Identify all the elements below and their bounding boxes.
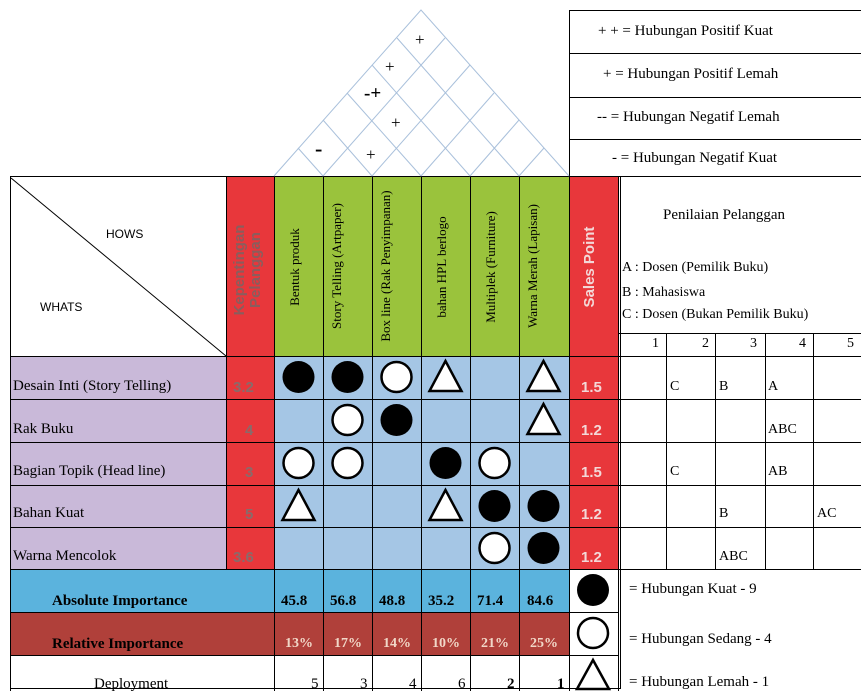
absolute-1: 45.8: [281, 593, 308, 609]
absolute-5: 71.4: [477, 593, 504, 609]
sales-point-header: Sales Point: [581, 226, 598, 308]
absolute-label: Absolute Importance: [52, 593, 188, 609]
score-r3-c2: C: [670, 464, 680, 479]
relative-1: 13%: [285, 636, 313, 651]
how-col-4: bahan HPL berlogo: [434, 216, 449, 318]
score-r3-c4: AB: [768, 464, 788, 479]
absolute-4: 35.2: [428, 593, 455, 609]
penilaian-b: B : Mahasiswa: [622, 285, 706, 300]
sales-point-5: 1.2: [581, 549, 602, 566]
legend-positif-kuat: + + = Hubungan Positif Kuat: [598, 23, 773, 39]
relative-6: 25%: [530, 636, 558, 651]
score-r1-c4: A: [768, 379, 779, 394]
kepentingan-2: 4: [245, 422, 254, 439]
what-row-1: Desain Inti (Story Telling): [13, 378, 172, 394]
scale-5: 5: [847, 336, 854, 351]
kepentingan-header: Kepentingan Pelanggan: [231, 224, 264, 316]
what-row-4: Bahan Kuat: [13, 505, 85, 521]
how-col-2: Story Telling (Artpaper): [329, 203, 344, 329]
kepentingan-4: 5: [245, 506, 254, 523]
score-r1-c3: B: [719, 379, 729, 394]
relative-5: 21%: [481, 636, 509, 651]
how-col-3: Box line (Rak Penyimpanan): [378, 190, 393, 342]
legend-sedang: = Hubungan Sedang - 4: [629, 631, 772, 647]
relative-4: 10%: [432, 636, 460, 651]
scale-2: 2: [702, 336, 709, 351]
legend-kuat: = Hubungan Kuat - 9: [629, 581, 757, 597]
roof-mark-2: +: [385, 57, 395, 76]
penilaian-title: Penilaian Pelanggan: [663, 207, 786, 223]
relationship-matrix: [274, 356, 569, 569]
how-col-1: Bentuk produk: [287, 228, 302, 306]
deployment-4: 6: [458, 676, 466, 691]
deployment-2: 3: [360, 676, 368, 691]
roof-mark-1: +: [415, 30, 425, 49]
legend-negatif-lemah: -- = Hubungan Negatif Lemah: [597, 109, 780, 125]
absolute-2: 56.8: [330, 593, 357, 609]
absolute-6: 84.6: [527, 593, 554, 609]
relative-2: 17%: [334, 636, 362, 651]
score-r1-c2: C: [670, 379, 680, 394]
score-r2-c4: ABC: [768, 422, 797, 437]
legend-negatif-kuat: - = Hubungan Negatif Kuat: [612, 150, 778, 166]
roof-mark-5: -: [315, 136, 323, 161]
roof-mark-6: +: [366, 145, 376, 164]
relative-3: 14%: [383, 636, 411, 651]
how-col-6: Warna Merah (Lapisan): [525, 204, 540, 328]
what-row-3: Bagian Topik (Head line): [13, 463, 166, 479]
sales-point-3: 1.5: [581, 464, 602, 481]
deployment-1: 5: [311, 676, 319, 691]
scale-3: 3: [750, 336, 757, 351]
kepentingan-5: 3.6: [233, 549, 254, 566]
what-row-5: Warna Mencolok: [13, 548, 117, 564]
hows-label: HOWS: [106, 227, 144, 241]
penilaian-c: C : Dosen (Bukan Pemilik Buku): [622, 307, 809, 322]
sales-point-1: 1.5: [581, 379, 602, 396]
deployment-3: 4: [409, 676, 417, 691]
deployment-6: 1: [557, 676, 565, 691]
deployment-5: 2: [507, 676, 515, 691]
roof-mark-3: -+: [364, 83, 382, 104]
penilaian-a: A : Dosen (Pemilik Buku): [622, 260, 769, 275]
score-r5-c3: ABC: [719, 549, 748, 564]
what-row-2: Rak Buku: [13, 421, 74, 437]
roof-mark-4: +: [391, 113, 401, 132]
scale-4: 4: [799, 336, 806, 351]
score-r4-c5: AC: [817, 506, 837, 521]
absolute-3: 48.8: [379, 593, 406, 609]
kepentingan-3: 3: [245, 464, 254, 481]
legend-positif-lemah: + = Hubungan Positif Lemah: [603, 66, 779, 82]
relative-label: Relative Importance: [52, 636, 184, 652]
whats-label: WHATS: [40, 300, 83, 314]
sales-point-4: 1.2: [581, 506, 602, 523]
score-r4-c3: B: [719, 506, 729, 521]
how-col-5: Multiplek (Furniture): [483, 211, 498, 323]
scale-1: 1: [652, 336, 659, 351]
deployment-label: Deployment: [94, 676, 169, 691]
legend-lemah: = Hubungan Lemah - 1: [629, 674, 770, 690]
kepentingan-1: 3.2: [233, 379, 254, 396]
sales-point-2: 1.2: [581, 422, 602, 439]
